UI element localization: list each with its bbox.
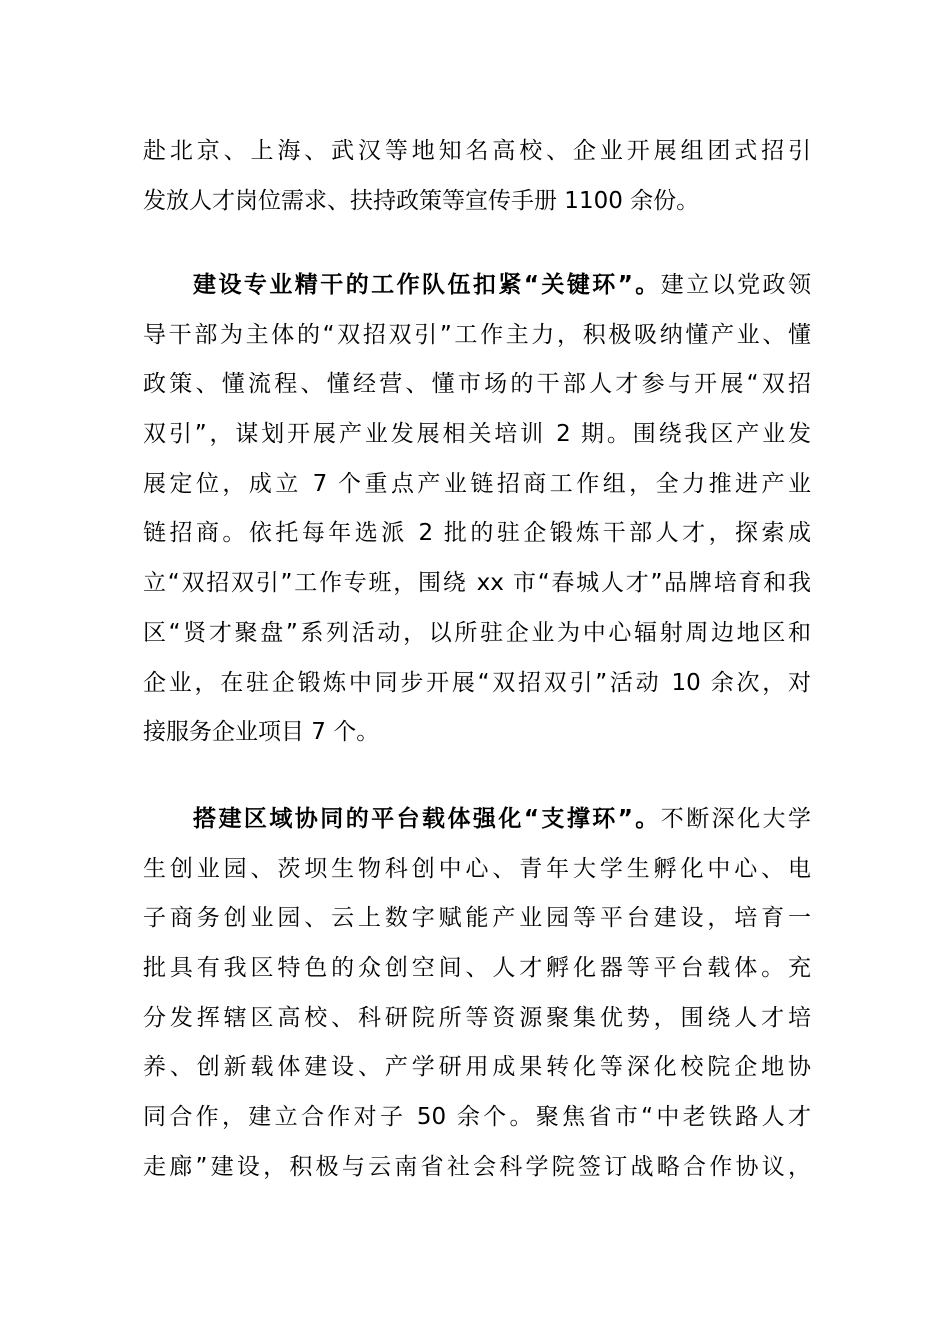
paragraph-line: 导干部为主体的“双招双引”工作主力，积极吸纳懂产业、懂 <box>143 321 811 348</box>
paragraph-first-line-text: 建立以党政领 <box>660 272 812 298</box>
paragraph-line: 子商务创业园、云上数字赋能产业园等平台建设，培育一 <box>143 905 811 932</box>
paragraph-first-line-text: 不断深化大学 <box>660 806 812 832</box>
paragraph-line: 赴北京、上海、武汉等地知名高校、企业开展组团式招引 <box>143 138 811 164</box>
paragraph-line: 养、创新载体建设、产学研用成果转化等深化校院企地协 <box>143 1054 811 1081</box>
paragraph-work-team <box>143 261 811 758</box>
paragraph-heading: 搭建区域协同的平台载体强化“支撑环”。 <box>193 806 661 832</box>
paragraph-line: 生创业园、茨坝生物科创中心、青年大学生孵化中心、电 <box>143 855 811 882</box>
paragraph-line: 链招商。依托每年选派 2 批的驻企锻炼干部人才，探索成 <box>143 520 811 547</box>
paragraph-line: 展定位，成立 7 个重点产业链招商工作组，全力推进产业 <box>143 470 811 497</box>
paragraph-line: 区“贤才聚盘”系列活动，以所驻企业为中心辐射周边地区和 <box>143 619 811 646</box>
paragraph-first-line <box>143 795 811 845</box>
paragraph-line: 接服务企业项目 7 个。 <box>143 719 380 746</box>
paragraph-line: 走廊”建设，积极与云南省社会科学院签订战略合作协议， <box>143 1153 811 1180</box>
paragraph-line: 同合作，建立合作对子 50 余个。聚焦省市“中老铁路人才 <box>143 1104 811 1131</box>
paragraph-continuation <box>143 127 811 226</box>
paragraph-line: 发放人才岗位需求、扶持政策等宣传手册 1100 余份。 <box>143 187 700 214</box>
paragraph-platform <box>143 795 811 1193</box>
paragraph-first-line <box>143 261 811 311</box>
paragraph-line: 立“双招双引”工作专班，围绕 xx 市“春城人才”品牌培育和我 <box>143 570 811 597</box>
paragraph-line: 批具有我区特色的众创空间、人才孵化器等平台载体。充 <box>143 955 811 982</box>
paragraph-heading: 建设专业精干的工作队伍扣紧“关键环”。 <box>193 272 661 298</box>
paragraph-line: 分发挥辖区高校、科研院所等资源聚集优势，围绕人才培 <box>143 1004 811 1031</box>
paragraph-line: 双引”，谋划开展产业发展相关培训 2 期。围绕我区产业发 <box>143 421 811 448</box>
paragraph-line: 政策、懂流程、懂经营、懂市场的干部人才参与开展“双招 <box>143 371 811 398</box>
paragraph-line: 企业，在驻企锻炼中同步开展“双招双引”活动 10 余次，对 <box>143 669 811 696</box>
